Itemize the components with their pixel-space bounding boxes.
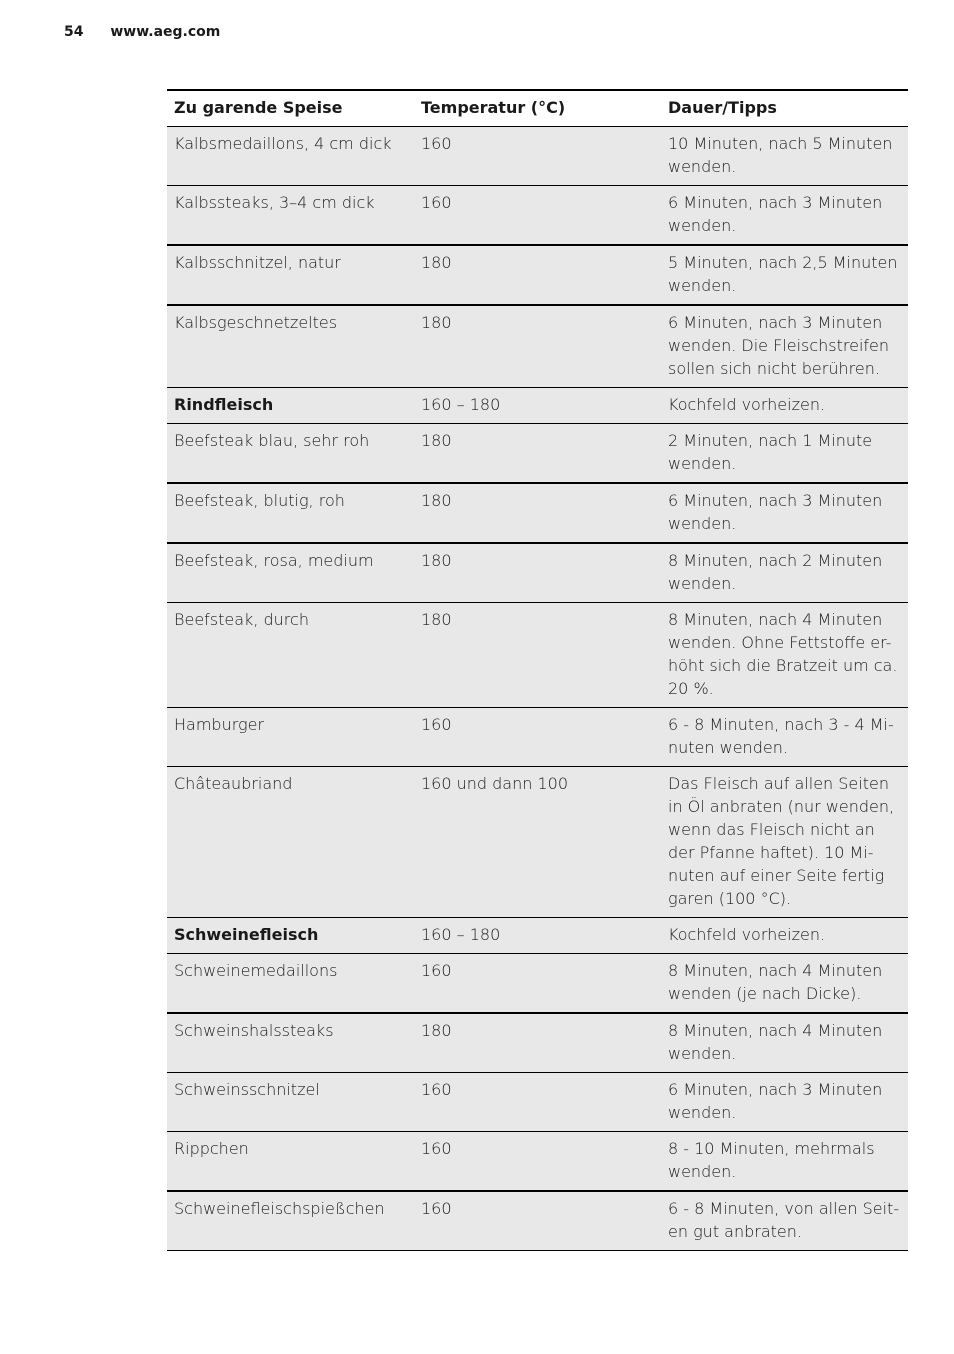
table-row bbox=[167, 245, 908, 305]
cell-temperature: 180 bbox=[414, 245, 661, 305]
cell-temperature: 180 bbox=[414, 1013, 661, 1073]
cell-duration-tips: 2 Minuten, nach 1 Minute wenden. bbox=[661, 424, 908, 484]
table-row bbox=[167, 424, 908, 484]
cell-temperature: 180 bbox=[414, 305, 661, 388]
cell-food: Schweinemedaillons bbox=[167, 954, 414, 1014]
cell-duration-tips: 6 Minuten, nach 3 Minuten wenden. bbox=[661, 483, 908, 543]
cell-temperature: 160 bbox=[414, 1132, 661, 1192]
cell-duration-tips: 8 Minuten, nach 4 Minuten wenden. bbox=[661, 1013, 908, 1073]
cell-food: Beefsteak, blutig, roh bbox=[167, 483, 414, 543]
cell-duration-tips: 6 Minuten, nach 3 Minuten wenden. Die Fleischstreifen sollen sich nicht berühren. bbox=[661, 305, 908, 388]
cell-food: Schweinefleischspießchen bbox=[167, 1191, 414, 1251]
cell-food: Beefsteak blau, sehr roh bbox=[167, 424, 414, 484]
column-header-food: Zu garende Speise bbox=[167, 90, 414, 127]
cell-food: Schweinsschnitzel bbox=[167, 1073, 414, 1132]
cell-temperature: 160 bbox=[414, 1073, 661, 1132]
cell-food: Rippchen bbox=[167, 1132, 414, 1192]
cell-temperature: 160 – 180 bbox=[414, 388, 661, 424]
table-row bbox=[167, 543, 908, 603]
table-row bbox=[167, 1013, 908, 1073]
page-number: 54 bbox=[64, 24, 84, 40]
cell-duration-tips: 6 - 8 Minuten, von allen Seit-en gut anbraten. bbox=[661, 1191, 908, 1251]
cell-food: Kalbsschnitzel, natur bbox=[167, 245, 414, 305]
table-row bbox=[167, 305, 908, 388]
website-url: www.aeg.com bbox=[110, 24, 221, 40]
table-body bbox=[167, 127, 908, 1251]
column-header-duration-tips: Dauer/Tipps bbox=[661, 90, 908, 127]
column-header-temperature: Temperatur (°C) bbox=[414, 90, 661, 127]
cell-duration-tips: 8 Minuten, nach 2 Minuten wenden. bbox=[661, 543, 908, 603]
cell-duration-tips: 10 Minuten, nach 5 Minuten wenden. bbox=[661, 127, 908, 186]
cell-temperature: 160 bbox=[414, 127, 661, 186]
cell-food: Schweinefleisch bbox=[167, 918, 414, 954]
cooking-table bbox=[167, 89, 908, 1251]
table-group-row bbox=[167, 388, 908, 424]
cell-duration-tips: Das Fleisch auf allen Seiten in Öl anbraten (nur wenden, wenn das Fleisch nicht an der Pfanne haftet). 10 Mi-nuten auf einer Seite fertig garen (100 °C). bbox=[661, 767, 908, 918]
cell-temperature: 160 bbox=[414, 186, 661, 246]
table-header-row bbox=[167, 90, 908, 127]
cell-temperature: 160 bbox=[414, 708, 661, 767]
cell-duration-tips: 5 Minuten, nach 2,5 Minuten wenden. bbox=[661, 245, 908, 305]
table-row bbox=[167, 708, 908, 767]
cell-food: Rindfleisch bbox=[167, 388, 414, 424]
cell-duration-tips: 8 Minuten, nach 4 Minuten wenden (je nach Dicke). bbox=[661, 954, 908, 1014]
table-row bbox=[167, 1191, 908, 1251]
table-row bbox=[167, 186, 908, 246]
cell-food: Kalbssteaks, 3–4 cm dick bbox=[167, 186, 414, 246]
cell-duration-tips: Kochfeld vorheizen. bbox=[661, 388, 908, 424]
table-row bbox=[167, 127, 908, 186]
cell-duration-tips: 8 Minuten, nach 4 Minuten wenden. Ohne Fettstoffe er-höht sich die Bratzeit um ca. 20 %. bbox=[661, 603, 908, 708]
cell-temperature: 180 bbox=[414, 603, 661, 708]
table-row bbox=[167, 1073, 908, 1132]
table-group-row bbox=[167, 918, 908, 954]
cell-temperature: 160 und dann 100 bbox=[414, 767, 661, 918]
cell-temperature: 180 bbox=[414, 483, 661, 543]
cell-duration-tips: 6 Minuten, nach 3 Minuten wenden. bbox=[661, 1073, 908, 1132]
cell-food: Schweinshalssteaks bbox=[167, 1013, 414, 1073]
cell-duration-tips: 8 - 10 Minuten, mehrmals wenden. bbox=[661, 1132, 908, 1192]
cell-food: Beefsteak, rosa, medium bbox=[167, 543, 414, 603]
cell-food: Hamburger bbox=[167, 708, 414, 767]
table-row bbox=[167, 483, 908, 543]
table-row bbox=[167, 767, 908, 918]
cell-food: Beefsteak, durch bbox=[167, 603, 414, 708]
cell-temperature: 160 bbox=[414, 954, 661, 1014]
cell-temperature: 180 bbox=[414, 543, 661, 603]
cell-temperature: 180 bbox=[414, 424, 661, 484]
cell-temperature: 160 – 180 bbox=[414, 918, 661, 954]
page-header bbox=[64, 24, 220, 40]
cell-duration-tips: 6 - 8 Minuten, nach 3 - 4 Mi-nuten wenden. bbox=[661, 708, 908, 767]
cell-duration-tips: 6 Minuten, nach 3 Minuten wenden. bbox=[661, 186, 908, 246]
cell-food: Châteaubriand bbox=[167, 767, 414, 918]
cell-food: Kalbsgeschnetzeltes bbox=[167, 305, 414, 388]
cell-duration-tips: Kochfeld vorheizen. bbox=[661, 918, 908, 954]
table-row bbox=[167, 1132, 908, 1192]
table-row bbox=[167, 954, 908, 1014]
cell-temperature: 160 bbox=[414, 1191, 661, 1251]
table-row bbox=[167, 603, 908, 708]
cell-food: Kalbsmedaillons, 4 cm dick bbox=[167, 127, 414, 186]
